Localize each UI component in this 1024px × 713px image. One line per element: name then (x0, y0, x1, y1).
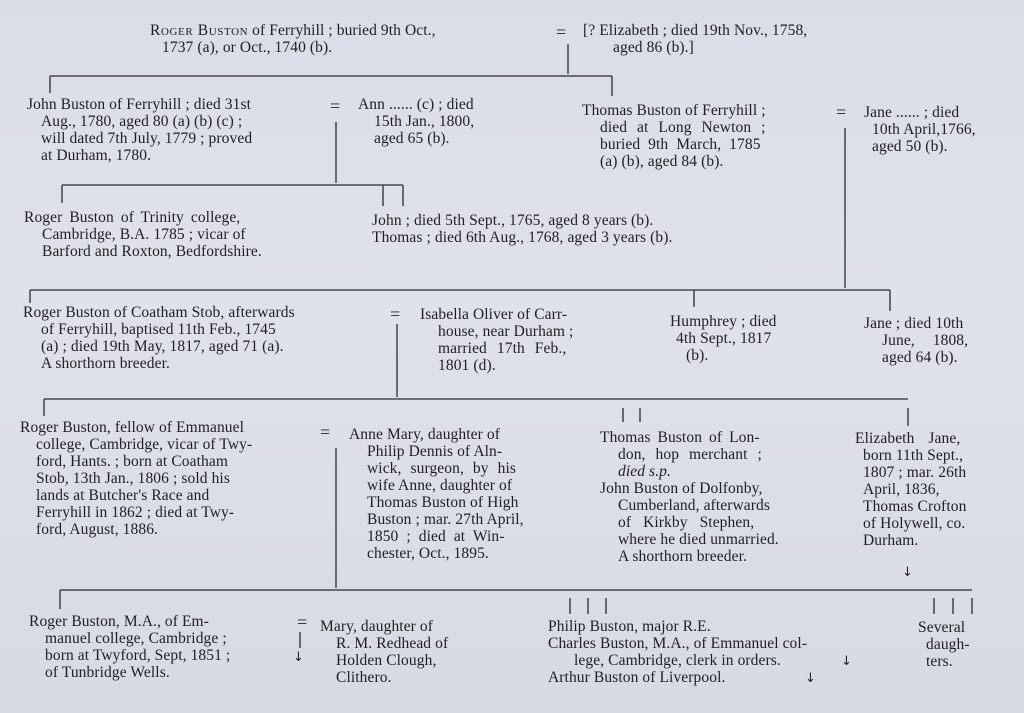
gen4-john-line-1: John Buston of Dolfonby, (600, 480, 763, 497)
marriage-sign-roger-anne-mary: = (320, 422, 331, 442)
gen3b-jane-line-2: June, 1808, (882, 332, 969, 349)
gen2-ann-line-1: Ann ...... (c) ; died (358, 96, 474, 113)
gen4-elizabeth-line-5: Thomas Crofton (863, 498, 967, 515)
gen5-mary-line-2: R. M. Redhead of (336, 635, 449, 652)
marriage-sign-roger-isabella: = (390, 304, 401, 324)
gen2-john-line-4: at Durham, 1780. (41, 147, 152, 164)
gen3b-jane-line-3: aged 64 (b). (882, 349, 958, 366)
gen3b-humphrey-line-3: (b). (686, 347, 709, 364)
gen4-elizabeth-line-1: Elizabeth Jane, (855, 430, 961, 447)
gen4-anne-mary-line-1: Anne Mary, daughter of (349, 426, 500, 443)
marriage-sign-gen1: = (556, 22, 567, 42)
gen2-thomas-line-2: died at Long Newton ; (600, 119, 766, 136)
gen4-anne-mary-line-8: chester, Oct., 1895. (367, 545, 489, 562)
gen3b-roger-buston-coatham (23, 304, 295, 372)
gen4-thomas-line-2: don, hop merchant ; (618, 446, 762, 463)
gen1-roger-line-2: 1737 (a), or Oct., 1740 (b). (162, 39, 333, 56)
gen3b-roger-line-2: of Ferryhill, baptised 11th Feb., 1745 (41, 321, 276, 338)
gen4-anne-mary-line-6: Buston ; mar. 27th April, (367, 511, 524, 528)
gen2-john-line-1: John Buston of Ferryhill ; died 31st (27, 96, 252, 113)
gen2-jane-line-2: 10th April,1766, (872, 121, 976, 138)
gen5-roger-line-4: of Tunbridge Wells. (45, 664, 170, 681)
gen4-anne-mary-line-7: 1850 ; died at Win- (367, 528, 505, 545)
gen5-philip-line: Philip Buston, major R.E. (548, 618, 711, 635)
gen3b-humphrey (670, 313, 777, 364)
gen4-roger-line-2: college, Cambridge, vicar of Twy- (36, 436, 253, 453)
gen5-roger-buston-ma (29, 613, 230, 681)
gen4-anne-mary-line-3: wick, surgeon, by his (367, 460, 516, 477)
gen5-mary-line-1: Mary, daughter of (320, 618, 434, 635)
gen1-elizabeth-line-2: aged 86 (b).] (613, 39, 694, 56)
gen2-thomas-line-4: (a) (b), aged 84 (b). (600, 153, 724, 170)
gen2-thomas-buston (582, 102, 766, 170)
gen4-roger-line-5: lands at Butcher's Race and (36, 487, 210, 504)
gen4-elizabeth-line-2: born 11th Sept., (863, 447, 964, 464)
gen3b-isabella-line-3: married 17th Feb., (438, 340, 567, 357)
roger-name-small-caps: Roger Buston (150, 22, 249, 39)
gen4-anne-mary-line-5: Thomas Buston of High (367, 494, 519, 511)
gen3a-roger-line-1: Roger Buston of Trinity college, (24, 209, 241, 226)
gen4-anne-mary-line-4: wife Anne, daughter of (367, 477, 513, 494)
gen2-jane (864, 104, 976, 155)
gen3b-roger-line-1: Roger Buston of Coatham Stob, afterwards (23, 304, 295, 321)
gen2-ann-line-2: 15th Jan., 1800, (374, 113, 475, 130)
gen3a-roger-line-2: Cambridge, B.A. 1785 ; vicar of (42, 226, 246, 243)
gen3a-roger-buston-trinity (24, 209, 262, 260)
gen2-john-line-2: Aug., 1780, aged 80 (a) (b) (c) ; (41, 113, 243, 130)
gen4-anne-mary-line-2: Philip Dennis of Aln- (367, 443, 503, 460)
gen3a-john-thomas (372, 212, 672, 246)
gen5-mary-redhead (320, 618, 448, 686)
gen2-ann-line-3: aged 65 (b). (374, 130, 450, 147)
gen4-roger-line-3: ford, Hants. ; born at Coatham (36, 453, 228, 470)
gen4-roger-line-6: Ferryhill in 1862 ; died at Twy- (36, 504, 235, 521)
gen3a-roger-line-3: Barford and Roxton, Bedfordshire. (42, 243, 262, 260)
gen5-brothers (548, 618, 807, 686)
gen3b-isabella-line-1: Isabella Oliver of Carr- (420, 306, 568, 323)
descent-arrow-roger-ma: ↓ (293, 650, 304, 665)
gen5-mary-line-3: Holden Clough, (336, 652, 437, 669)
gen5-charles-line-1: Charles Buston, M.A., of Emmanuel col- (548, 635, 808, 652)
gen3b-humphrey-line-1: Humphrey ; died (670, 313, 777, 330)
gen5-daughters-line-1: Several (918, 619, 966, 636)
gen5-roger-line-1: Roger Buston, M.A., of Em- (29, 613, 209, 630)
marriage-sign-roger-mary: = (297, 612, 308, 632)
gen4-roger-line-1: Roger Buston, fellow of Emmanuel (20, 419, 245, 436)
gen4-john-line-3: of Kirkby Stephen, (618, 514, 755, 531)
gen3b-humphrey-line-2: 4th Sept., 1817 (676, 330, 772, 347)
gen1-elizabeth-line-1: [? Elizabeth ; died 19th Nov., 1758, (583, 22, 808, 39)
gen5-charles-line-2: lege, Cambridge, clerk in orders. (574, 652, 781, 669)
gen2-thomas-line-1: Thomas Buston of Ferryhill ; (582, 102, 766, 119)
gen4-roger-buston-emmanuel (20, 419, 252, 538)
descent-arrow-charles: ↓ (841, 654, 852, 669)
gen2-thomas-line-3: buried 9th March, 1785 (600, 136, 761, 153)
gen3b-isabella-line-2: house, near Durham ; (438, 323, 574, 340)
gen3b-isabella-oliver (420, 306, 573, 374)
gen1-roger-buston (150, 22, 436, 56)
gen2-john-line-3: will dated 7th July, 1779 ; proved (41, 130, 253, 147)
gen5-roger-line-3: born at Twyford, Sept, 1851 ; (45, 647, 231, 664)
gen4-thomas-line-3: died s.p. (618, 463, 671, 480)
gen1-roger-line-1: of Ferryhill ; buried 9th Oct., (248, 22, 436, 39)
gen3b-jane (864, 315, 968, 366)
gen4-roger-line-4: Stob, 13th Jan., 1806 ; sold his (36, 470, 230, 487)
gen3a-thomas-line: Thomas ; died 6th Aug., 1768, aged 3 years (b). (372, 229, 673, 246)
gen2-ann (358, 96, 474, 147)
gen5-mary-line-4: Clithero. (336, 669, 392, 686)
gen4-elizabeth-line-4: April, 1836, (863, 481, 940, 498)
gen4-thomas-john-buston (600, 429, 779, 565)
gen4-elizabeth-jane (855, 430, 966, 549)
gen5-arthur-line: Arthur Buston of Liverpool. (548, 669, 726, 686)
gen4-roger-line-7: ford, August, 1886. (36, 521, 159, 538)
gen4-john-line-2: Cumberland, afterwards (618, 497, 770, 514)
gen5-several-daughters (918, 619, 970, 670)
descent-arrow-arthur: ↓ (805, 671, 816, 686)
gen5-daughters-line-3: ters. (926, 653, 953, 670)
marriage-sign-thomas-jane: = (836, 102, 847, 122)
gen3b-isabella-line-4: 1801 (d). (438, 357, 496, 374)
gen2-john-buston (27, 96, 252, 164)
gen2-jane-line-3: aged 50 (b). (872, 138, 948, 155)
gen3b-roger-line-4: A shorthorn breeder. (41, 355, 170, 372)
gen5-roger-line-2: manuel college, Cambridge ; (45, 630, 227, 647)
gen3b-roger-line-3: (a) ; died 19th May, 1817, aged 71 (a). (41, 338, 284, 355)
gen4-elizabeth-line-7: Durham. (863, 532, 919, 549)
gen4-anne-mary (349, 426, 524, 562)
gen3b-jane-line-1: Jane ; died 10th (864, 315, 964, 332)
gen4-thomas-line-1: Thomas Buston of Lon- (600, 429, 760, 446)
descent-arrow-elizabeth: ↓ (902, 565, 913, 580)
gen4-elizabeth-line-6: of Holywell, co. (863, 515, 966, 532)
marriage-sign-john-ann: = (330, 96, 341, 116)
gen4-john-line-5: A shorthorn breeder. (618, 548, 747, 565)
gen1-elizabeth (583, 22, 807, 56)
gen4-john-line-4: where he died unmarried. (618, 531, 779, 548)
gen4-elizabeth-line-3: 1807 ; mar. 26th (863, 464, 967, 481)
gen2-jane-line-1: Jane ...... ; died (864, 104, 960, 121)
gen3a-john-line: John ; died 5th Sept., 1765, aged 8 years (b). (372, 212, 654, 229)
gen5-daughters-line-2: daugh- (926, 636, 970, 653)
